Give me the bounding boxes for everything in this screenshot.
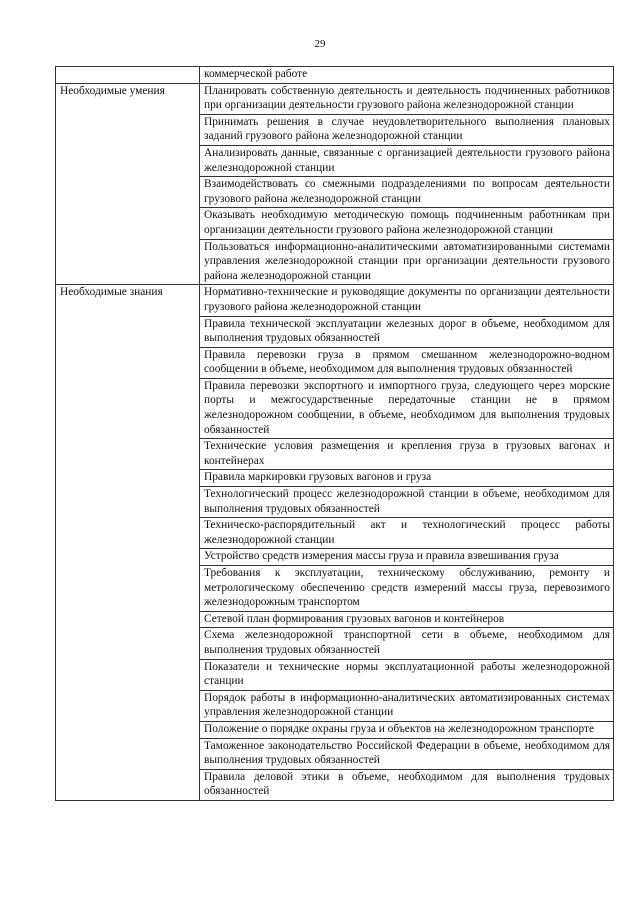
table-cell: Устройство средств измерения массы груза и правила взвешивания груза <box>200 549 614 566</box>
section-label: Необходимые умения <box>56 83 200 285</box>
table-cell: Анализировать данные, связанные с организацией деятельности грузового района железнодорожной станции <box>200 145 614 176</box>
table-cell: Планировать собственную деятельность и деятельность подчиненных работников при организации деятельности грузового района железнодорожной станции <box>200 83 614 114</box>
table-cell: Требования к эксплуатации, техническому обслуживанию, ремонту и метрологическому обеспечению средств измерений массы груза, перевозимого железнодорожным транспортом <box>200 566 614 612</box>
table-cell: Правила перевозки груза в прямом смешанном железнодорожно-водном сообщении в объеме, необходимом для выполнения трудовых обязанностей <box>200 347 614 378</box>
table-cell: Положение о порядке охраны груза и объектов на железнодорожном транспорте <box>200 721 614 738</box>
table-cell: Принимать решения в случае неудовлетворительного выполнения плановых заданий грузового района железнодорожной станции <box>200 114 614 145</box>
table-cell: Оказывать необходимую методическую помощь подчиненным работникам при организации деятельности грузового района железнодорожной станции <box>200 208 614 239</box>
table-cell: коммерческой работе <box>200 67 614 84</box>
page-number: 29 <box>314 38 326 50</box>
table-cell: Технологический процесс железнодорожной станции в объеме, необходимом для выполнения трудовых обязанностей <box>200 487 614 518</box>
table-cell: Правила технической эксплуатации железных дорог в объеме, необходимом для выполнения трудовых обязанностей <box>200 316 614 347</box>
table-row <box>56 285 614 316</box>
table-cell: Правила перевозки экспортного и импортного груза, следующего через морские порты и межгосударственные передаточные станции не в прямом железнодорожном сообщении, в объеме, необходимом для выполнения трудовых обязанностей <box>200 378 614 438</box>
table-cell: Взаимодействовать со смежными подразделениями по вопросам деятельности грузового района железнодорожной станции <box>200 177 614 208</box>
section-label: Необходимые знания <box>56 285 200 801</box>
table-cell: Пользоваться информационно-аналитическими автоматизированными системами управления железнодорожной станции при организации деятельности грузового района железнодорожной станции <box>200 239 614 285</box>
table-cell: Таможенное законодательство Российской Федерации в объеме, необходимом для выполнения трудовых обязанностей <box>200 738 614 769</box>
table-body <box>56 67 614 801</box>
table-cell: Правила деловой этики в объеме, необходимом для выполнения трудовых обязанностей <box>200 769 614 800</box>
table-cell: Порядок работы в информационно-аналитических автоматизированных системах управления железнодорожной станции <box>200 690 614 721</box>
table-cell: Правила маркировки грузовых вагонов и груза <box>200 470 614 487</box>
table-row <box>56 83 614 114</box>
table-cell: Схема железнодорожной транспортной сети в объеме, необходимом для выполнения трудовых обязанностей <box>200 628 614 659</box>
table-cell: Технические условия размещения и крепления груза в грузовых вагонах и контейнерах <box>200 439 614 470</box>
table-cell: Сетевой план формирования грузовых вагонов и контейнеров <box>200 611 614 628</box>
table-cell: Показатели и технические нормы эксплуатационной работы железнодорожной станции <box>200 659 614 690</box>
label-cell-empty <box>56 67 200 84</box>
table-cell: Нормативно-технические и руководящие документы по организации деятельности грузового района железнодорожной станции <box>200 285 614 316</box>
qualification-table <box>55 66 614 801</box>
table-row <box>56 67 614 84</box>
table-cell: Техническо-распорядительный акт и технологический процесс работы железнодорожной станции <box>200 518 614 549</box>
